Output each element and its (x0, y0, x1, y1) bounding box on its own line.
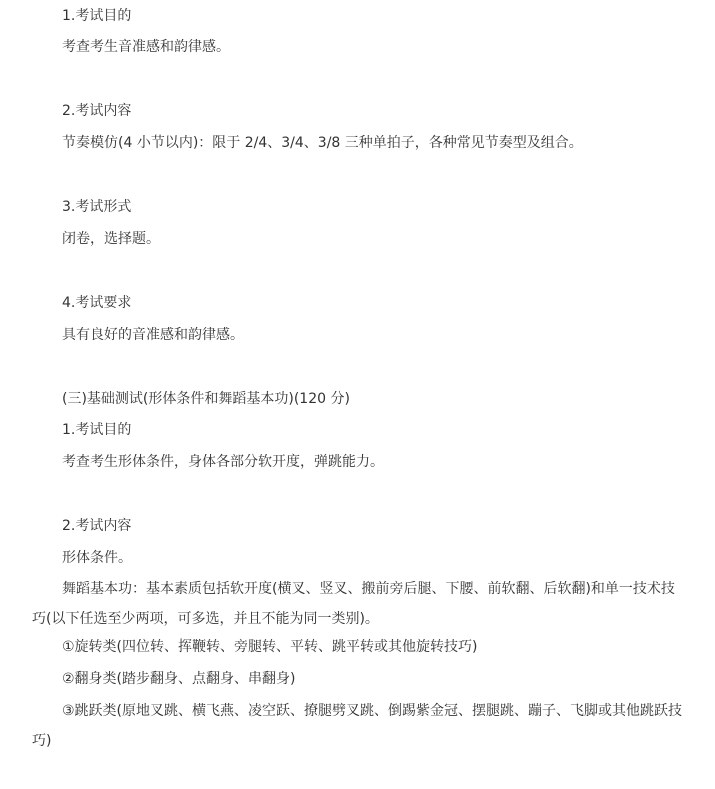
section3-purpose-heading: 1.考试目的 (62, 422, 132, 438)
section1-content-heading: 2.考试内容 (62, 103, 132, 119)
skill-item-jump: ③跳跃类(原地叉跳、横飞燕、凌空跃、撩腿劈叉跳、倒踢紫金冠、摆腿跳、蹦子、飞脚或其他跳跃技巧) (32, 703, 683, 749)
section3-dance-basics-paragraph (32, 574, 682, 634)
section1-form-text: 闭卷，选择题。 (62, 231, 160, 247)
section3-content-heading: 2.考试内容 (62, 518, 132, 534)
section3-body-condition: 形体条件。 (62, 550, 132, 566)
section1-requirement-text: 具有良好的音准感和韵律感。 (62, 327, 244, 343)
skill-item-flip: ②翻身类(踏步翻身、点翻身、串翻身) (62, 671, 296, 687)
section1-purpose-heading: 1.考试目的 (62, 8, 132, 24)
section3-title: (三)基础测试(形体条件和舞蹈基本功)(120 分) (62, 391, 350, 407)
skill-item-spin: ①旋转类(四位转、挥鞭转、旁腿转、平转、跳平转或其他旋转技巧) (62, 639, 478, 655)
section1-purpose-text: 考查考生音准感和韵律感。 (62, 39, 230, 55)
section1-content-text: 节奏模仿(4 小节以内)：限于 2/4、3/4、3/8 三种单拍子，各种常见节奏型及组合。 (62, 135, 583, 151)
skill-item-jump-paragraph (32, 696, 682, 756)
section3-dance-basics-text: 舞蹈基本功：基本素质包括软开度(横叉、竖叉、搬前旁后腿、下腰、前软翻、后软翻)和单一技术技巧(以下任选至少两项，可多选，并且不能为同一类别)。 (32, 581, 675, 627)
section1-form-heading: 3.考试形式 (62, 199, 132, 215)
section1-requirement-heading: 4.考试要求 (62, 295, 132, 311)
section3-purpose-text: 考查考生形体条件，身体各部分软开度，弹跳能力。 (62, 454, 384, 470)
